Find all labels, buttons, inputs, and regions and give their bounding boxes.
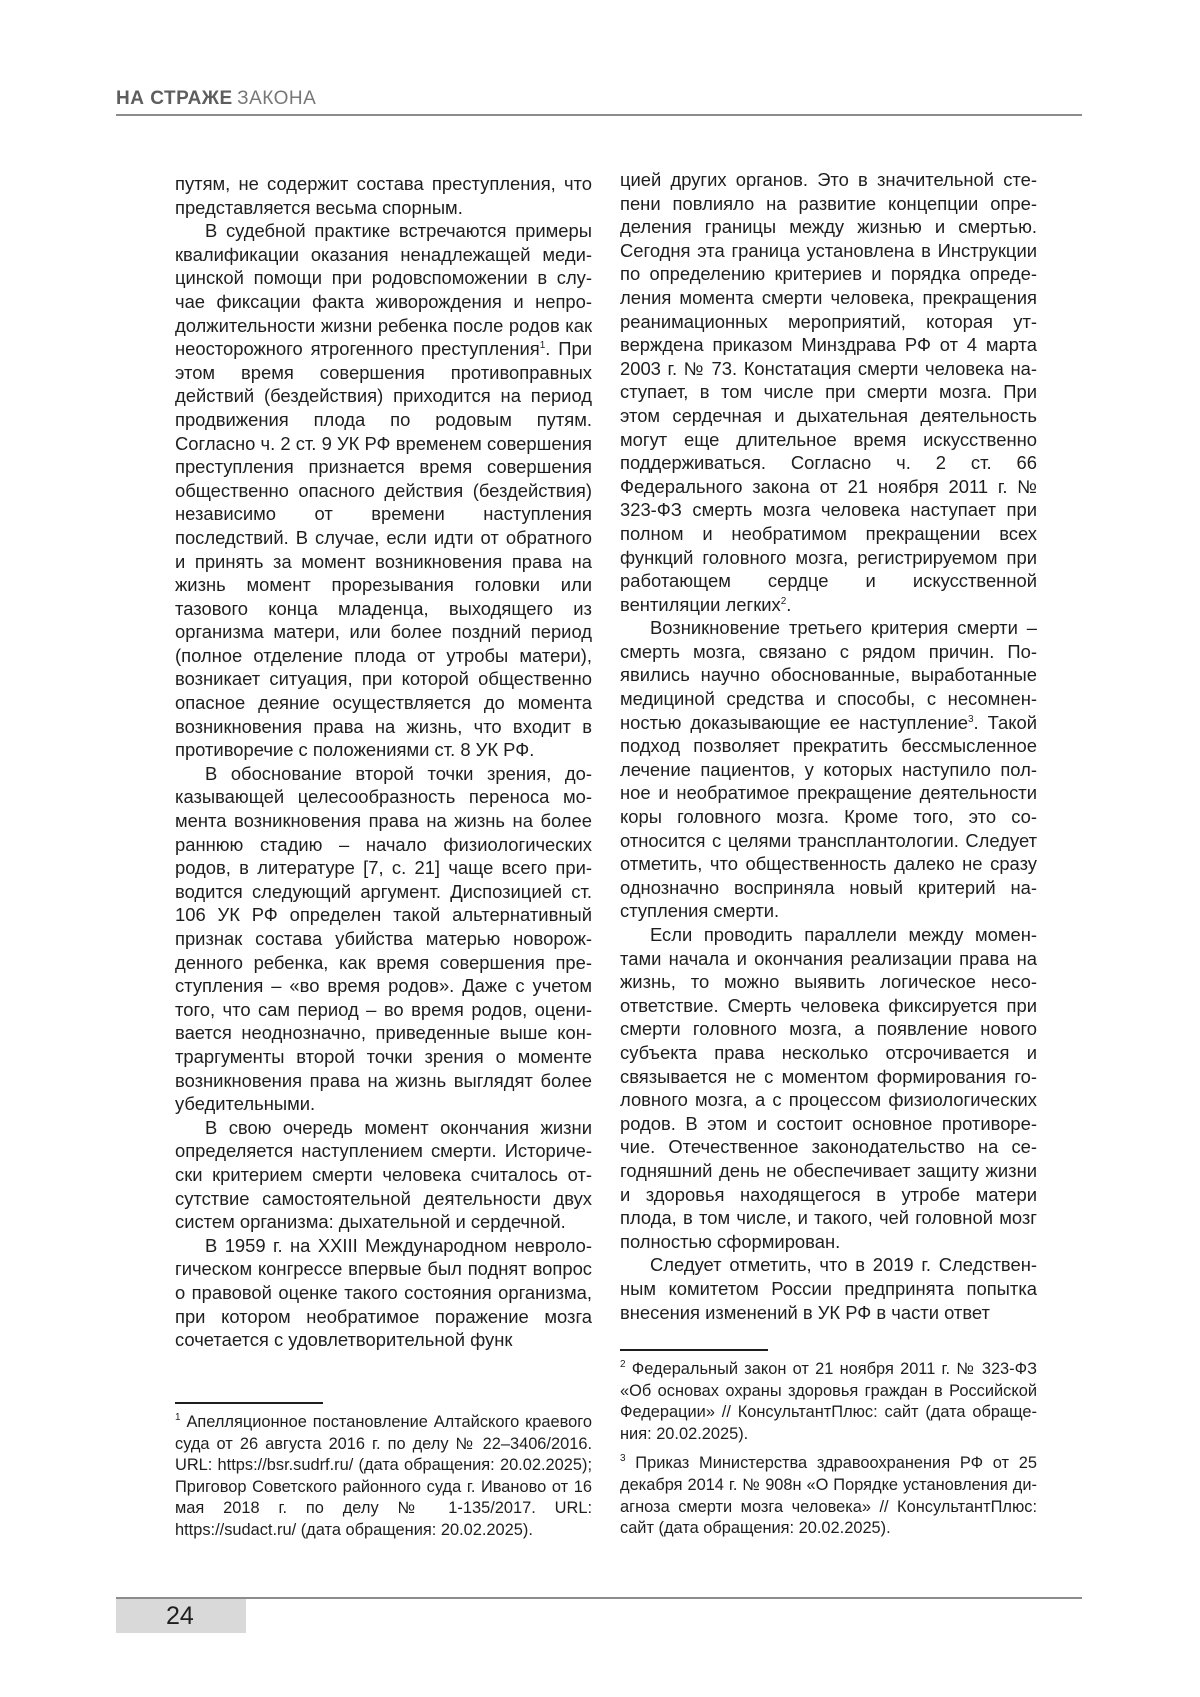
footnote-number: 2: [620, 1359, 626, 1370]
paragraph: В обоснование второй точки зрения, доказывающей целесообразность переноса момента возникновения права на жизнь на более раннюю стадию – начало физиологических родов, в литературе [7, с. 21] чаще всего приводится следующий аргумент. Диспозицией ст. 106 УК РФ определен такой альтернативный признак состава убийства матерью новорожденного ребенка, как время совершения преступления – «во время родов». Даже с учетом того, что сам период – во время родов, оценивается неоднозначно, приведенные выше контраргументы второй точки зрения о моменте возникновения права на жизнь выглядят более убедительными.: [175, 762, 592, 1115]
footnote-text: Приказ Министерства здравоохранения РФ от 25 декабря 2014 г. № 908н «О Порядке установления диагноза смерти мозга человека» // КонсультантПлюс: сайт (дата обращения: 20.02.2025).: [620, 1454, 1037, 1538]
journal-title-bold: НА СТРАЖЕ: [116, 88, 233, 109]
paragraph: [620, 168, 1037, 616]
text-run: В судебной практике встречаются примеры квалификации оказания ненадлежащей медицинской помощи при родовспоможении в случае фиксации факта живорождения и непродолжительности жизни ребенка после родов как неосторожного ятрогенного преступления: [175, 220, 592, 360]
text-run: . Такой подход позволяет прекратить бессмысленное лечение пациентов, у которых наступило полное и необратимое прекращение деятельности коры головного мозга. Кроме того, это соотносится с целями трансплантологии. Следует отметить, что общественность далеко не сразу однозначно восприняла новый критерий наступления смерти.: [620, 711, 1038, 922]
paragraph: Следует отметить, что в 2019 г. Следственным комитетом России предпринята попытка внесения изменений в УК РФ в части ответ: [620, 1254, 1037, 1323]
text-run: цией других органов. Это в значительной степени повлияло на развитие концепции определения границы между жизнью и смертью. Сегодня эта граница установлена в Инструкции по определению критериев и порядка определения момента смерти человека, прекращения реанимационных мероприятий, которая утверждена приказом Минздрава РФ от 4 марта 2003 г. № 73. Констатация смерти человека наступает, в том числе при смерти мозга. При этом сердечная и дыхательная деятельность могут еще длительное время искусственно поддерживаться. Согласно ч. 2 ст. 66 Федерального закона от 21 ноября 2011 г. № 323-ФЗ смерть мозга человека наступает при полном и необратимом прекращении всех функций головного мозга, регистрируемом при работающем сердце и искусственной вентиляции легких: [620, 169, 1037, 615]
page-number: 24: [166, 1602, 194, 1630]
footnotes-left: [175, 1402, 592, 1542]
paragraph: [175, 219, 592, 762]
footnote-rule: [175, 1402, 323, 1404]
paragraph: путям, не содержит состава преступления, что представляется весьма спорным.: [175, 173, 592, 218]
footnotes-right: [620, 1349, 1037, 1540]
paragraph: [620, 616, 1037, 923]
footnote-text: Апелляционное постановление Алтайского краевого суда от 26 августа 2016 г. по делу № 22–3406/2016. URL: https://bsr.sudrf.ru/ (дата обращения: 20.02.2025); Приговор Советского районного суда г. Иваново от 16 мая 2018 г. по делу № 1-135/2017. URL: https://sudact.ru/ (дата обращения: 20.02.2025).: [175, 1413, 592, 1539]
text-run: . При этом время совершения противоправных действий (бездействия) приходится на период продвижения плода по родовым путям. Согласно ч. 2 ст. 9 УК РФ временем совершения преступления признается время совершения общественно опасного действия (бездействия) независимо от времени наступления последствий. В случае, если идти от обратного и принять за момент возникновения права на жизнь момент прорезывания головки или тазового конца младенца, выходящего из организма матери, или более поздний период (полное отделение плода от утробы матери), возникает ситуация, при которой общественно опасное деяние осуществляется до момента возникновения права на жизнь, что входит в противоречие с положениями ст. 8 УК РФ.: [175, 338, 592, 761]
footnote-1: [175, 1412, 592, 1542]
paragraph: В свою очередь момент окончания жизни определяется наступлением смерти. Исторически критерием смерти человека считалось отсутствие самостоятельной деятельности двух систем организма: дыхательной и сердечной.: [175, 1116, 592, 1233]
footnote-ref: 1: [539, 340, 546, 352]
journal-title-rest: ЗАКОНА: [237, 88, 317, 109]
left-column: [175, 172, 592, 1352]
footnote-2: [620, 1359, 1037, 1445]
right-column: [620, 168, 1037, 1324]
footer-rule: [116, 1597, 1082, 1599]
footnote-text: Федеральный закон от 21 ноября 2011 г. № 323-ФЗ «Об основах охраны здоровья граждан в Российской Федерации» // КонсультантПлюс: сайт (дата обращения: 20.02.2025).: [620, 1360, 1037, 1443]
paragraph: Если проводить параллели между моментами начала и окончания реализации права на жизнь, то можно выявить логическое несоответствие. Смерть человека фиксируется при смерти головного мозга, а появление нового субъекта права несколько отсрочивается и связывается не с моментом формирования головного мозга, а с процессом физиологических родов. В этом и состоит основное противоречие. Отечественное законодательство на сегодняшний день не обеспечивает защиту жизни и здоровья находящегося в утробе матери плода, в том числе, и такого, чей головной мозг полностью сформирован.: [620, 924, 1037, 1252]
footnote-ref: 2: [780, 595, 787, 607]
footnote-3: [620, 1453, 1037, 1539]
footnote-number: 1: [175, 1412, 181, 1423]
text-run: .: [786, 593, 792, 615]
footnote-ref: 3: [967, 713, 974, 725]
footnote-number: 3: [620, 1453, 626, 1465]
text-run: Возникновение третьего критерия смерти – смерть мозга, связано с рядом причин. Появились научно обоснованные, выработанные медициной средства и способы, с несомненностью доказывающие ее наступление: [620, 617, 1037, 733]
paragraph: В 1959 г. на XXIII Международном неврологическом конгрессе впервые был поднят вопрос о правовой оценке такого состояния организма, при котором необратимое поражение мозга сочетается с удовлетворительной функ: [175, 1234, 592, 1351]
footnote-rule: [620, 1349, 768, 1351]
running-header: [116, 88, 1082, 116]
